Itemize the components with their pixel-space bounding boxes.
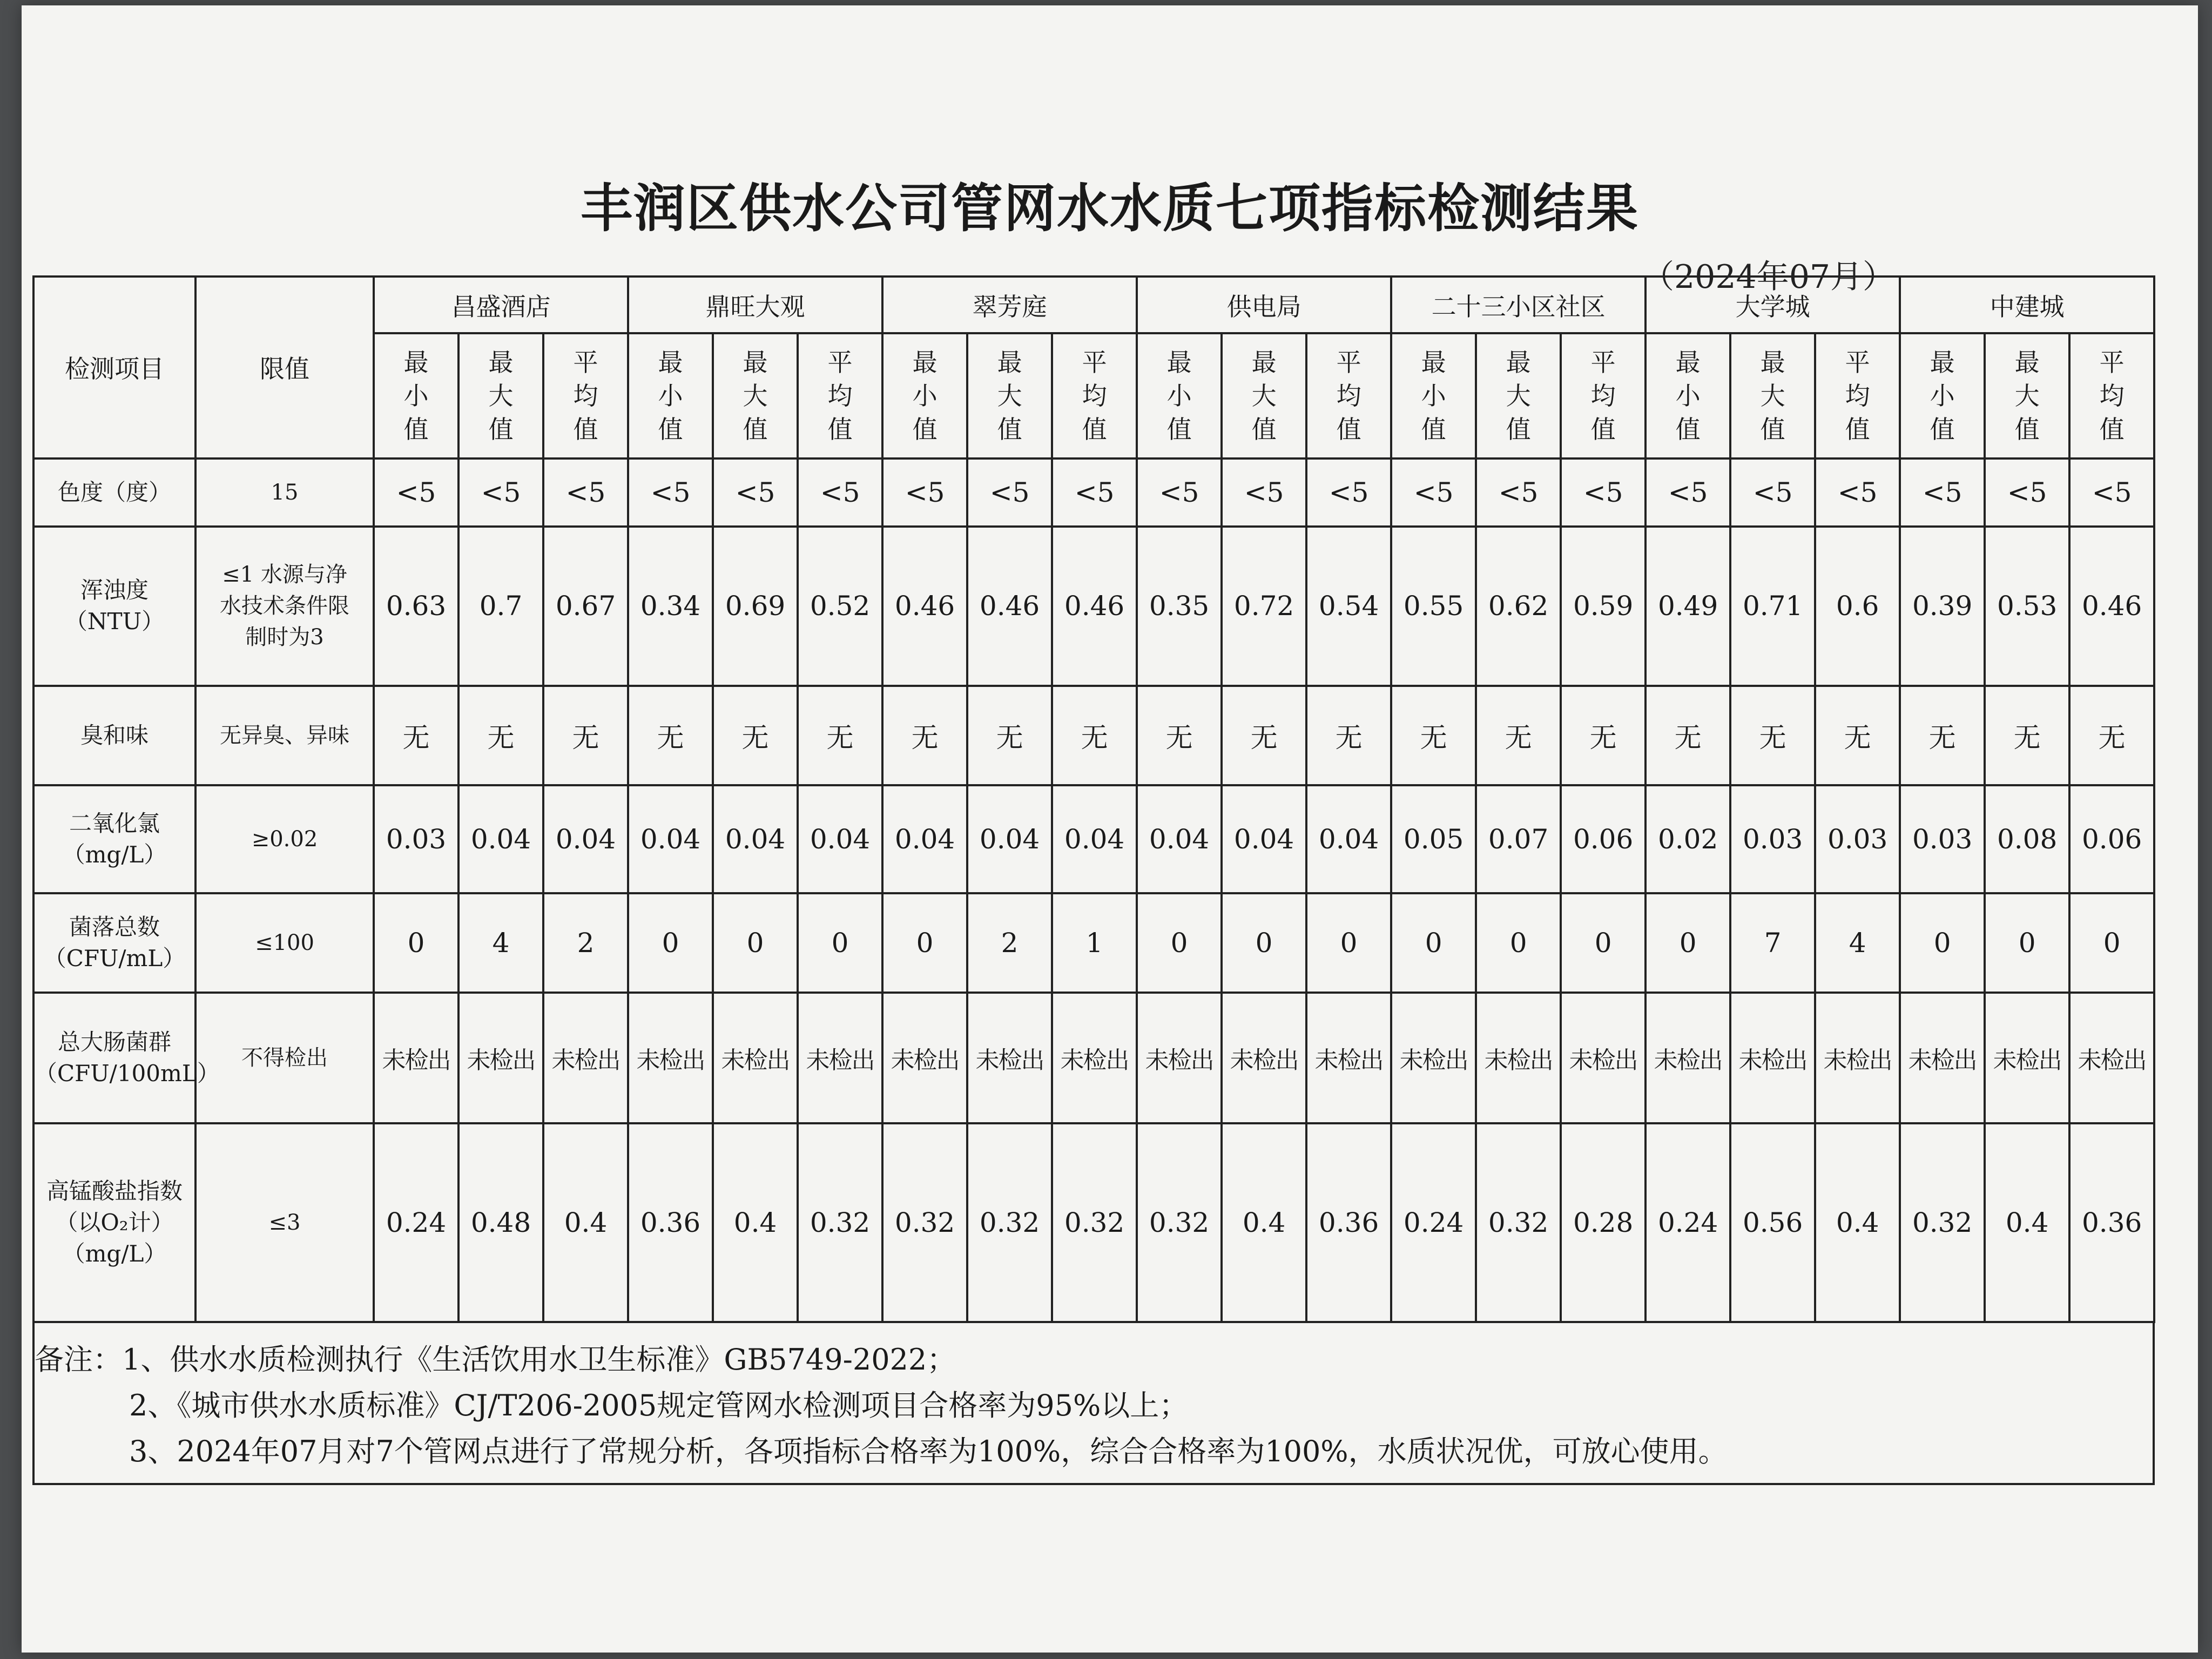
value-cell: 4 [1815,893,1900,993]
row-item-name [33,785,195,893]
value-cell: 未检出 [1645,993,1730,1123]
stat-header [1645,333,1730,458]
stat-header [1730,333,1815,458]
value-cell: <5 [1815,458,1900,527]
site-header: 供电局 [1137,276,1391,333]
value-cell: 0.04 [882,785,967,893]
note-line-1: 备注：1、供水水质检测执行《生活饮用水卫生标准》GB5749-2022； [35,1343,956,1377]
header-row-sites [33,276,2154,333]
site-header: 二十三小区社区 [1391,276,1645,333]
header-limit: 限值 [195,276,374,458]
value-cell: 0.46 [1052,527,1137,686]
value-cell: 0.06 [1561,785,1645,893]
row-limit-line: ≤3 [268,1210,301,1235]
value-cell: 未检出 [882,993,967,1123]
value-cell: 0.55 [1391,527,1476,686]
value-cell: 无 [1645,686,1730,785]
value-cell: 无 [1561,686,1645,785]
value-cell: 0.32 [1900,1123,1985,1322]
stat-header-char: 平 [827,347,853,377]
value-cell: 0 [628,893,713,993]
value-cell: 未检出 [713,993,798,1123]
value-cell: 0.56 [1730,1123,1815,1322]
value-cell: 0 [1900,893,1985,993]
value-cell: 未检出 [1476,993,1561,1123]
table-row [33,893,2154,993]
value-cell: 无 [2069,686,2154,785]
stat-header-char: 值 [403,414,429,444]
value-cell: 0.32 [882,1123,967,1322]
value-cell: 0 [882,893,967,993]
stat-header-char: 值 [1590,414,1616,444]
value-cell: 无 [1476,686,1561,785]
value-cell: 未检出 [1900,993,1985,1123]
stat-header-char: 平 [1336,347,1361,377]
row-item-name [33,686,195,785]
value-cell: 0 [1476,893,1561,993]
row-item-line: 总大肠菌群 [57,1028,171,1055]
stat-header-char: 均 [827,381,853,410]
row-limit-line: ≤100 [255,930,314,955]
stat-header [1137,333,1222,458]
value-cell: <5 [1645,458,1730,527]
value-cell: 未检出 [1730,993,1815,1123]
value-cell: 0.59 [1561,527,1645,686]
value-cell: 0.7 [458,527,543,686]
row-item-name [33,993,220,1123]
report-date: （2024年07月） [1642,258,1896,296]
value-cell: 0.04 [713,785,798,893]
stat-header-char: 值 [1760,414,1785,444]
value-cell: 0.4 [1222,1123,1306,1322]
stat-header-char: 最 [403,347,429,377]
value-cell: 未检出 [543,993,628,1123]
stat-header-char: 值 [997,414,1022,444]
value-cell: <5 [967,458,1052,527]
value-cell: 0.07 [1476,785,1561,893]
stat-header [628,333,713,458]
stat-header-char: 均 [573,381,598,410]
stat-header-char: 最 [1930,347,1955,377]
value-cell: 4 [458,893,543,993]
note-line-2: 2、《城市供水水质标准》CJ/T206-2005规定管网水检测项目合格率为95%以上； [129,1388,1189,1422]
stat-header-char: 最 [743,347,768,377]
value-cell: 0 [1985,893,2069,993]
value-cell: <5 [1222,458,1306,527]
stat-header-char: 值 [658,414,683,444]
value-cell: 无 [1815,686,1900,785]
row-limit-line: 15 [271,480,299,505]
stat-header-char: 值 [827,414,853,444]
stat-header-char: 值 [743,414,768,444]
row-item-line: 菌落总数 [69,913,160,940]
value-cell: 0.03 [1900,785,1985,893]
value-cell: 0.46 [882,527,967,686]
stat-header [543,333,628,458]
value-cell: 未检出 [628,993,713,1123]
row-limit-line: 水技术条件限 [220,594,349,619]
value-cell: 0.04 [1052,785,1137,893]
stat-header-char: 最 [1506,347,1531,377]
stat-header-char: 大 [488,381,514,410]
value-cell: 未检出 [1985,993,2069,1123]
row-limit [195,458,374,527]
stat-header-char: 平 [1082,347,1107,377]
row-limit-line: 无异臭、异味 [220,723,349,748]
stat-header [713,333,798,458]
stat-header [1561,333,1645,458]
value-cell: 0.4 [1985,1123,2069,1322]
value-cell: 0 [713,893,798,993]
stat-header [2069,333,2154,458]
document-title: 丰润区供水公司管网水水质七项指标检测结果 [581,178,1639,239]
value-cell: 0 [1645,893,1730,993]
stat-header-char: 小 [1930,381,1955,410]
stat-header-char: 最 [2014,347,2040,377]
row-item-line: 臭和味 [80,721,149,748]
table-row [33,993,2154,1123]
row-limit-line: ≥0.02 [251,826,318,852]
value-cell: 无 [1137,686,1222,785]
value-cell: 0.04 [628,785,713,893]
value-cell: 0.71 [1730,527,1815,686]
stat-header-char: 最 [488,347,514,377]
value-cell: 无 [798,686,882,785]
row-item-line: 高锰酸盐指数 [46,1177,183,1204]
site-header: 昌盛酒店 [374,276,628,333]
value-cell: 0.4 [713,1123,798,1322]
row-item-line: 浑浊度 [80,577,149,604]
value-cell: 未检出 [1561,993,1645,1123]
value-cell: <5 [543,458,628,527]
value-cell: <5 [1391,458,1476,527]
table-row [33,785,2154,893]
value-cell: 0.32 [967,1123,1052,1322]
value-cell: 0.32 [1052,1123,1137,1322]
value-cell: 0.08 [1985,785,2069,893]
value-cell: 0.32 [1137,1123,1222,1322]
stat-header-char: 值 [1845,414,1870,444]
value-cell: 0.36 [628,1123,713,1322]
value-cell: 未检出 [1052,993,1137,1123]
value-cell: 0.49 [1645,527,1730,686]
value-cell: 0.04 [967,785,1052,893]
value-cell: 0.63 [374,527,458,686]
table-row [33,1123,2154,1322]
value-cell: 0.28 [1561,1123,1645,1322]
stat-header-char: 最 [1251,347,1277,377]
stat-header-char: 平 [1845,347,1870,377]
value-cell: <5 [1052,458,1137,527]
value-cell: 0 [1561,893,1645,993]
stat-header-char: 值 [1506,414,1531,444]
stat-header [967,333,1052,458]
stat-header [1476,333,1561,458]
value-cell: 1 [1052,893,1137,993]
site-header: 翠芳庭 [882,276,1137,333]
value-cell: 无 [1052,686,1137,785]
note-line-3: 3、2024年07月对7个管网点进行了常规分析，各项指标合格率为100%，综合合格率为100%，水质状况优，可放心使用。 [129,1434,1728,1468]
row-item-name [33,458,195,527]
value-cell: 0.4 [1815,1123,1900,1322]
value-cell: 0.6 [1815,527,1900,686]
row-limit [195,993,374,1123]
stat-header-char: 值 [1166,414,1192,444]
value-cell: 未检出 [1306,993,1391,1123]
stat-header [798,333,882,458]
notes-section [32,1323,2155,1485]
value-cell: <5 [713,458,798,527]
row-limit-line: 制时为3 [245,625,324,650]
value-cell: 0 [374,893,458,993]
value-cell: 0 [1391,893,1476,993]
value-cell: 0.36 [2069,1123,2154,1322]
stat-header-char: 值 [1082,414,1107,444]
stat-header-char: 大 [1251,381,1277,410]
value-cell: 无 [543,686,628,785]
value-cell: 0.69 [713,527,798,686]
value-cell: 0.24 [1391,1123,1476,1322]
stat-header-char: 均 [1590,381,1616,410]
stat-header-char: 值 [1930,414,1955,444]
stat-header-char: 大 [2014,381,2040,410]
row-limit [195,686,374,785]
site-header: 中建城 [1900,276,2154,333]
value-cell: 0.04 [458,785,543,893]
stat-header-char: 小 [1166,381,1192,410]
value-cell: 0.02 [1645,785,1730,893]
value-cell: 0.03 [1815,785,1900,893]
stat-header-char: 值 [488,414,514,444]
row-limit-line: ≤1 水源与净 [222,562,347,588]
stat-header-char: 值 [912,414,938,444]
site-header: 大学城 [1645,276,1900,333]
value-cell: <5 [1137,458,1222,527]
row-limit [195,893,374,993]
value-cell: 0 [1222,893,1306,993]
value-cell: <5 [374,458,458,527]
value-cell: 0.53 [1985,527,2069,686]
table-row [33,458,2154,527]
value-cell: 0.4 [543,1123,628,1322]
value-cell: 2 [543,893,628,993]
value-cell: 未检出 [967,993,1052,1123]
value-cell: 0.03 [374,785,458,893]
site-header: 鼎旺大观 [628,276,882,333]
value-cell: 无 [967,686,1052,785]
stat-header-char: 均 [2099,381,2125,410]
row-item-line: （NTU） [64,608,165,635]
stat-header-char: 大 [997,381,1022,410]
stat-header-char: 平 [1590,347,1616,377]
stat-header [1985,333,2069,458]
value-cell: 未检出 [374,993,458,1123]
stat-header-char: 大 [743,381,768,410]
value-cell: 0.46 [2069,527,2154,686]
stat-header-char: 值 [1251,414,1277,444]
value-cell: 0.48 [458,1123,543,1322]
stat-header [1815,333,1900,458]
row-limit [195,1123,374,1322]
row-item-line: （CFU/mL） [43,945,186,972]
stat-header [1391,333,1476,458]
value-cell: 无 [1730,686,1815,785]
value-cell: 0.04 [798,785,882,893]
stat-header-char: 小 [658,381,683,410]
stat-header-char: 最 [658,347,683,377]
value-cell: 0.05 [1391,785,1476,893]
row-limit [195,527,374,686]
value-cell: 0 [798,893,882,993]
value-cell: 0.04 [1222,785,1306,893]
stat-header-char: 最 [1166,347,1192,377]
value-cell: 0.72 [1222,527,1306,686]
row-item-line: （mg/L） [62,841,167,868]
stat-header-char: 平 [573,347,598,377]
value-cell: 0 [2069,893,2154,993]
value-cell: <5 [1985,458,2069,527]
stat-header-char: 平 [2099,347,2125,377]
stat-header-char: 均 [1082,381,1107,410]
value-cell: 0.39 [1900,527,1985,686]
stat-header-char: 大 [1506,381,1531,410]
value-cell: 0.04 [1137,785,1222,893]
value-cell: 未检出 [2069,993,2154,1123]
stat-header-char: 小 [1675,381,1701,410]
value-cell: <5 [1306,458,1391,527]
value-cell: 未检出 [1391,993,1476,1123]
value-cell: 无 [1985,686,2069,785]
table-row [33,686,2154,785]
row-item-line: （mg/L） [62,1240,167,1267]
stat-header-char: 值 [1336,414,1361,444]
stat-header-char: 最 [1421,347,1446,377]
value-cell: <5 [1561,458,1645,527]
row-item-name [33,1123,195,1322]
stat-header [882,333,967,458]
value-cell: <5 [1476,458,1561,527]
value-cell: 0.24 [1645,1123,1730,1322]
value-cell: 无 [713,686,798,785]
value-cell: 0.24 [374,1123,458,1322]
value-cell: 无 [374,686,458,785]
stat-header-char: 值 [2014,414,2040,444]
value-cell: 0 [1306,893,1391,993]
value-cell: 0.34 [628,527,713,686]
value-cell: <5 [1900,458,1985,527]
table-row [33,527,2154,686]
value-cell: 0.52 [798,527,882,686]
value-cell: 0.35 [1137,527,1222,686]
stat-header [1900,333,1985,458]
row-item-line: （CFU/100mL） [35,1060,220,1087]
row-item-line: 色度（度） [57,478,171,505]
row-item-line: 二氧化氯 [69,810,160,837]
value-cell: 未检出 [798,993,882,1123]
value-cell: 未检出 [458,993,543,1123]
value-cell: 0.62 [1476,527,1561,686]
stat-header [1222,333,1306,458]
stat-header [374,333,458,458]
value-cell: <5 [1730,458,1815,527]
value-cell: 未检出 [1137,993,1222,1123]
value-cell: <5 [798,458,882,527]
value-cell: 未检出 [1222,993,1306,1123]
stat-header-char: 小 [1421,381,1446,410]
value-cell: 0.54 [1306,527,1391,686]
value-cell: 无 [458,686,543,785]
stat-header-char: 均 [1336,381,1361,410]
value-cell: <5 [628,458,713,527]
stat-header-char: 值 [1675,414,1701,444]
row-item-name [33,893,195,993]
stat-header-char: 小 [912,381,938,410]
header-item: 检测项目 [33,276,195,458]
value-cell: 0.03 [1730,785,1815,893]
stat-header-char: 最 [912,347,938,377]
value-cell: 无 [628,686,713,785]
value-cell: 0.06 [2069,785,2154,893]
results-table [32,275,2155,1323]
value-cell: 0 [1137,893,1222,993]
stat-header [1306,333,1391,458]
value-cell: 0.32 [1476,1123,1561,1322]
stat-header-char: 值 [573,414,598,444]
row-item-name [33,527,195,686]
stat-header [1052,333,1137,458]
value-cell: 0.04 [1306,785,1391,893]
value-cell: 无 [1391,686,1476,785]
value-cell: 无 [1222,686,1306,785]
row-item-line: （以O₂计） [55,1209,174,1236]
value-cell: 0.46 [967,527,1052,686]
row-limit-line: 不得检出 [241,1045,328,1070]
value-cell: 0.36 [1306,1123,1391,1322]
stat-header [458,333,543,458]
value-cell: <5 [2069,458,2154,527]
value-cell: 无 [1306,686,1391,785]
stat-header-char: 最 [1760,347,1785,377]
value-cell: <5 [882,458,967,527]
value-cell: 未检出 [1815,993,1900,1123]
value-cell: 7 [1730,893,1815,993]
value-cell: 无 [882,686,967,785]
row-limit [195,785,374,893]
stat-header-char: 值 [1421,414,1446,444]
stat-header-char: 值 [2099,414,2125,444]
value-cell: 0.67 [543,527,628,686]
value-cell: 无 [1900,686,1985,785]
stat-header-char: 最 [1675,347,1701,377]
value-cell: 0.04 [543,785,628,893]
value-cell: <5 [458,458,543,527]
stat-header-char: 最 [997,347,1022,377]
value-cell: 0.32 [798,1123,882,1322]
stat-header-char: 小 [403,381,429,410]
stat-header-char: 大 [1760,381,1785,410]
stat-header-char: 均 [1845,381,1870,410]
value-cell: 2 [967,893,1052,993]
